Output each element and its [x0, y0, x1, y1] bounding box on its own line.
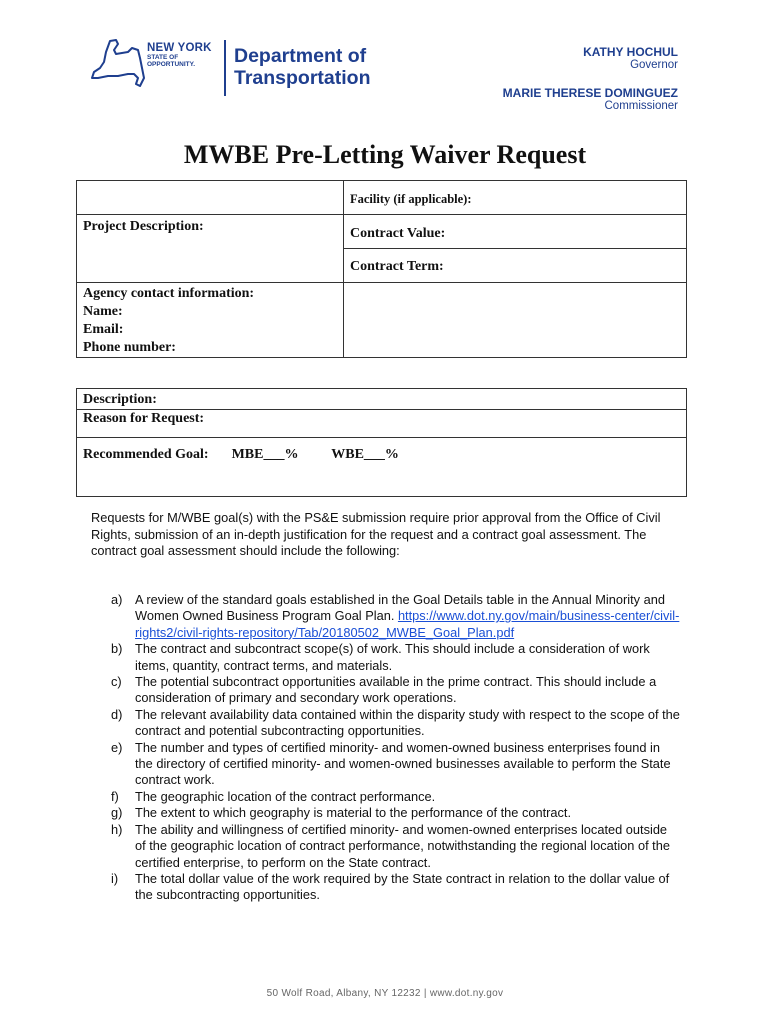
list-marker: c): [111, 674, 122, 690]
facility-cell[interactable]: [344, 181, 687, 215]
governor-title: Governor: [630, 59, 678, 71]
project-description-cell[interactable]: [77, 215, 344, 283]
department-name: [234, 45, 371, 89]
ny-tagline-2: OPPORTUNITY.: [147, 61, 196, 68]
contract-value-cell[interactable]: [344, 215, 687, 249]
wbe-goal-field[interactable]: WBE___%: [331, 447, 399, 462]
list-item-text: The ability and willingness of certified minority- and women-owned enterprises located outside of the geographic location of contract performance, notwithstanding the regional location of the certified enterprise, to perform on the State contract.: [135, 821, 670, 870]
list-item: [91, 641, 681, 674]
ny-tagline-1: STATE OF: [147, 54, 179, 61]
list-item: [91, 871, 681, 904]
list-item-text: A review of the standard goals established in the Goal Details table in the Annual Minority and Women Owned Business Program Goal Plan.: [135, 592, 665, 624]
list-marker: d): [111, 706, 123, 722]
list-item: [91, 740, 681, 789]
goal-plan-link[interactable]: https://www.dot.ny.gov/main/business-center/civil-rights2/civil-rights-repository/Tab/20180502_MWBE_Goal_Plan.pdf: [135, 608, 680, 640]
page-footer: 50 Wolf Road, Albany, NY 12232 | www.dot.ny.gov: [266, 988, 504, 999]
email-label: Email:: [83, 322, 124, 337]
contract-term-label: Contract Term:: [350, 259, 444, 274]
list-marker: b): [111, 641, 123, 657]
list-item: [91, 805, 681, 821]
description-label: Description:: [83, 392, 157, 407]
new-york-state-map-icon: [88, 38, 148, 94]
agency-contact-label: Agency contact information:: [83, 286, 255, 301]
list-marker: e): [111, 739, 123, 755]
list-item: [91, 674, 681, 707]
contract-value-label: Contract Value:: [350, 226, 446, 241]
mbe-goal-field[interactable]: MBE___%: [231, 447, 299, 462]
phone-label: Phone number:: [83, 340, 176, 355]
logo-divider: [224, 40, 226, 96]
list-item: [91, 592, 681, 641]
list-marker: i): [111, 870, 119, 886]
department-line-1: Department of: [234, 45, 367, 67]
commissioner-name: MARIE THERESE DOMINGUEZ: [502, 86, 678, 100]
governor-name: KATHY HOCHUL: [583, 45, 678, 59]
facility-label: Facility (if applicable):: [350, 192, 472, 206]
commissioner-title: Commissioner: [604, 100, 678, 112]
blank-cell[interactable]: [77, 181, 344, 215]
list-item-text: The potential subcontract opportunities available in the prime contract. This should include a consideration of primary and secondary work operations.: [135, 674, 657, 706]
list-marker: h): [111, 821, 123, 837]
project-description-label: Project Description:: [83, 219, 204, 234]
list-marker: g): [111, 805, 123, 821]
list-item-text: The relevant availability data contained within the disparity study with respect to the scope of the contract and potential subcontracting opportunities.: [135, 706, 680, 739]
list-item-text: The total dollar value of the work required by the State contract in relation to the dollar value of the subcontracting opportunities.: [135, 870, 670, 903]
request-details-table: [76, 388, 687, 497]
contract-term-cell[interactable]: [344, 249, 687, 283]
list-item: [91, 789, 681, 805]
agency-contact-cell: [77, 283, 344, 358]
officials-block: [503, 46, 678, 112]
list-item-text: The extent to which geography is material to the performance of the contract.: [135, 805, 572, 821]
list-marker: f): [111, 788, 119, 804]
department-line-2: Transportation: [234, 67, 371, 89]
description-cell[interactable]: [77, 389, 687, 410]
agency-contact-entry-cell[interactable]: [344, 283, 687, 358]
reason-cell[interactable]: [77, 410, 687, 438]
page-title: MWBE Pre-Letting Waiver Request: [183, 140, 587, 169]
recommended-goal-label: Recommended Goal:: [83, 447, 209, 462]
nysdot-logo: [88, 36, 398, 100]
intro-paragraph: Requests for M/WBE goal(s) with the PS&E submission require prior approval from the Office of Civil Rights, submission of an in-depth justification for the request and a contract goal assessment. The contract goal assessment should include the following:: [91, 510, 661, 558]
project-info-table: [76, 180, 687, 358]
criteria-list: [91, 592, 681, 904]
list-marker: a): [111, 592, 123, 607]
reason-label: Reason for Request:: [83, 411, 205, 426]
name-label: Name:: [83, 304, 123, 319]
ny-wordmark: NEW YORK: [147, 42, 212, 54]
list-item: [91, 707, 681, 740]
list-item-text: The number and types of certified minority- and women-owned business enterprises found in the directory of certified minority- and women-owned businesses available to perform the State contract work.: [135, 739, 671, 788]
list-item-text: The geographic location of the contract performance.: [135, 788, 436, 804]
recommended-goal-cell[interactable]: [77, 438, 687, 497]
list-item-text: The contract and subcontract scope(s) of work. This should include a consideration of work items, quantity, contract terms, and materials.: [135, 641, 650, 673]
list-item: [91, 822, 681, 871]
